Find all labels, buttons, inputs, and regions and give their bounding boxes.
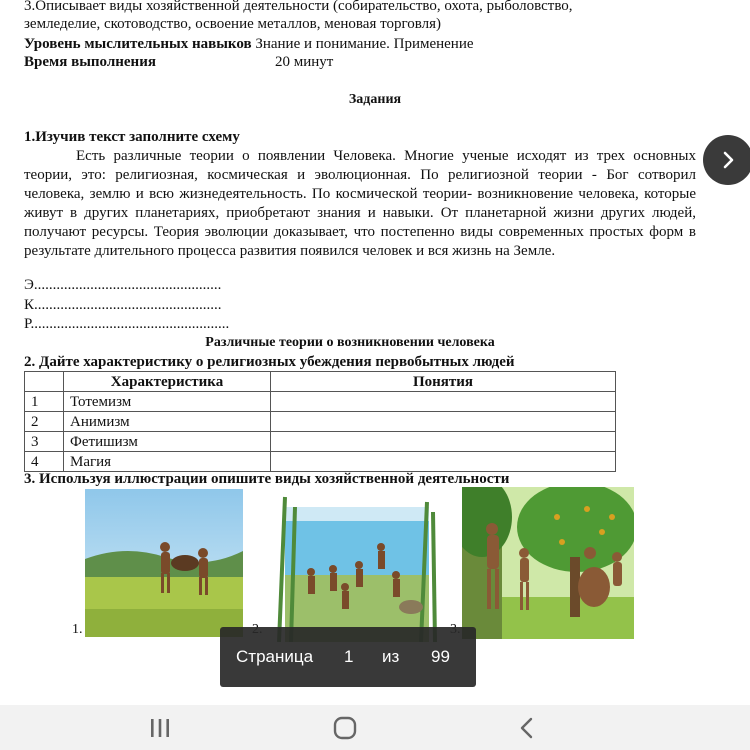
- table-row: [25, 452, 616, 472]
- row-answer-cell: [271, 452, 616, 472]
- time-value: 20 минут: [275, 54, 334, 70]
- blank-k: К..................................................: [24, 297, 222, 313]
- row-term: Магия: [64, 452, 271, 472]
- row-answer-cell: [271, 432, 616, 452]
- religion-table: [24, 371, 616, 472]
- row-number: 4: [25, 452, 64, 472]
- table-row: [25, 412, 616, 432]
- page-current: 1: [344, 647, 354, 666]
- illustration-gathering: [462, 487, 634, 639]
- illustration-hunting: [85, 489, 243, 637]
- row-term: Анимизм: [64, 412, 271, 432]
- task3-title: 3. Используя иллюстрации опишите виды хозяйственной деятельности: [24, 471, 510, 487]
- row-term: Фетишизм: [64, 432, 271, 452]
- page-total: 99: [431, 647, 450, 666]
- task2-title: 2. Дайте характеристику о религиозных убеждения первобытных людей: [24, 354, 515, 370]
- next-page-button[interactable]: [703, 135, 750, 185]
- blank-r: Р.....................................................: [24, 316, 230, 332]
- recent-apps-button[interactable]: [130, 705, 190, 750]
- home-button[interactable]: [315, 705, 375, 750]
- home-icon: [332, 715, 358, 741]
- table-row: [25, 392, 616, 412]
- page-of: из: [382, 647, 400, 666]
- illustration-fishing: [271, 487, 443, 642]
- row-number: 1: [25, 392, 64, 412]
- row-term: Тотемизм: [64, 392, 271, 412]
- back-icon: [516, 716, 538, 740]
- tasks-heading: Задания: [348, 92, 402, 107]
- blank-e: Э..................................................: [24, 277, 222, 293]
- level-line: [24, 35, 474, 53]
- system-navigation-bar: [0, 705, 750, 750]
- table-row: [25, 432, 616, 452]
- table-header-row: [25, 372, 616, 392]
- objective-line: 3.Описывает виды хозяйственной деятельности (собирательство, охота, рыболовство,: [24, 0, 573, 14]
- time-label: Время выполнения: [24, 54, 156, 70]
- table-header: Понятия: [271, 372, 616, 392]
- task1-text: [24, 147, 696, 261]
- level-value: Знание и понимание. Применение: [255, 36, 474, 52]
- back-button[interactable]: [497, 705, 557, 750]
- row-number: 3: [25, 432, 64, 452]
- table-header: Характеристика: [64, 372, 271, 392]
- task1-title: 1.Изучив текст заполните схему: [24, 129, 240, 145]
- level-label: Уровень мыслительных навыков: [24, 36, 252, 52]
- row-answer-cell: [271, 412, 616, 432]
- row-answer-cell: [271, 392, 616, 412]
- page-indicator: [220, 627, 476, 687]
- chevron-right-icon: [717, 149, 739, 171]
- scheme-caption: Различные теории о возникновении человека: [205, 335, 495, 350]
- row-number: 2: [25, 412, 64, 432]
- recent-apps-icon: [148, 717, 172, 739]
- table-header: [25, 372, 64, 392]
- illustration-caption: 1.: [72, 622, 83, 637]
- objective-line-2: земледелие, скотоводство, освоение металлов, меновая торговля): [24, 16, 442, 32]
- page-label: Страница: [236, 647, 314, 666]
- task1-text-body: Есть различные теории о появлении Человека. Многие ученые исходят из трех основных теории, это: религиозная, космическая и эволюционная. По религиозной теории - Бог сотворил человека, землю и всю жизнедеятельность. По космической теории- возникновение человека, которые живут в других планетариях, приобретают знания и навыки. От планетарной жизни других людей, получают ресурсы. Теория эволюции доказывает, что постепенно виды современных простых форм в результате длительного процесса развития появился человек и вся жизнь на Земле.: [24, 148, 696, 259]
